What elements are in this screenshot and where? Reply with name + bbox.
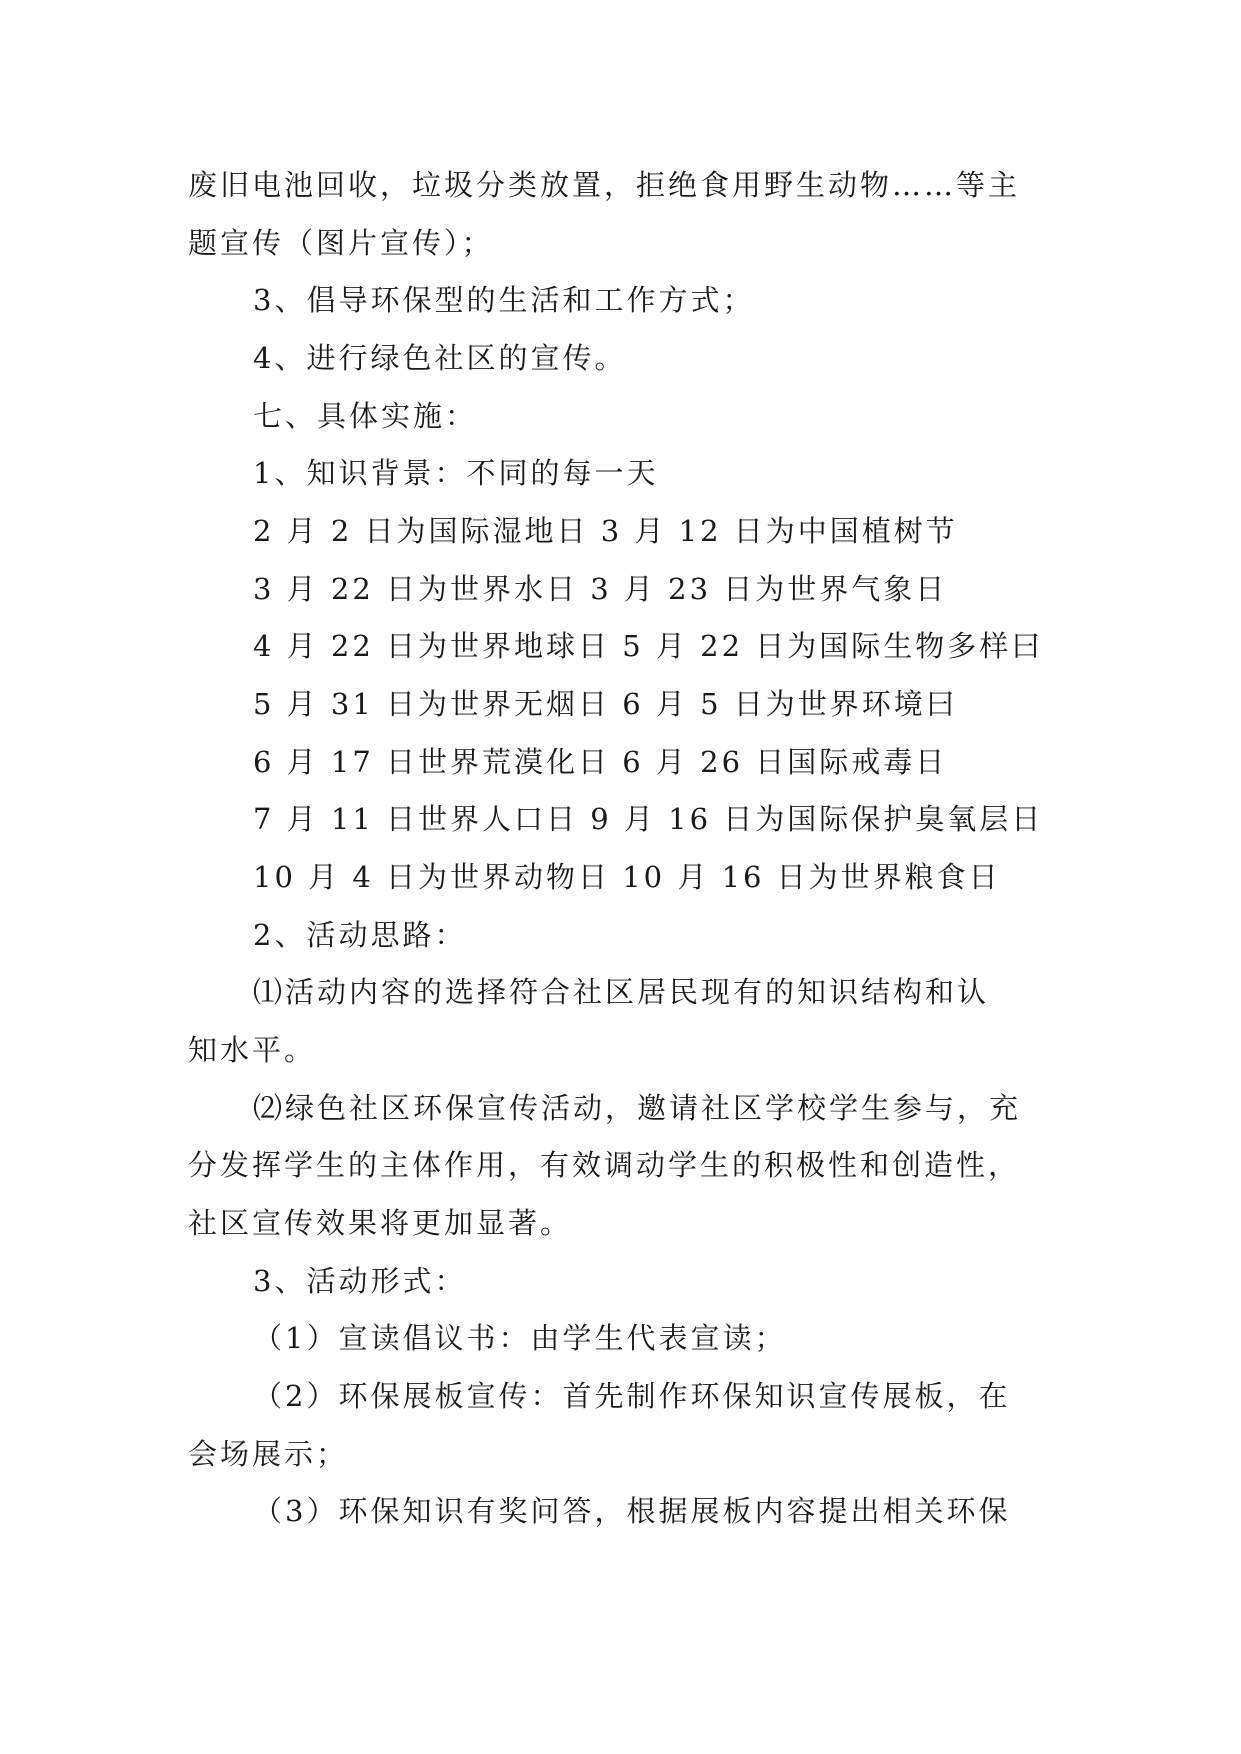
- list-item: （1）宣读倡议书：由学生代表宣读；: [253, 1321, 787, 1355]
- paragraph-line: ⑴活动内容的选择符合社区居民现有的知识结构和认: [253, 975, 990, 1009]
- date-line: 3 月 22 日为世界水日 3 月 23 日为世界气象日: [253, 572, 948, 606]
- date-line: 6 月 17 日世界荒漠化日 6 月 26 日国际戒毒日: [253, 745, 948, 779]
- list-item: （3）环保知识有奖问答，根据展板内容提出相关环保: [253, 1494, 1011, 1528]
- list-item: （2）环保展板宣传：首先制作环保知识宣传展板，在: [253, 1379, 1011, 1413]
- paragraph-line: 题宣传（图片宣传）；: [188, 226, 494, 260]
- paragraph-line: 废旧电池回收，垃圾分类放置，拒绝食用野生动物……等主: [188, 168, 1021, 202]
- paragraph-line: 知水平。: [188, 1033, 317, 1067]
- date-line: 4 月 22 日为世界地球日 5 月 22 日为国际生物多样曰: [253, 629, 1044, 663]
- section-heading: 七、具体实施：: [253, 399, 478, 433]
- paragraph-line: 会场展示；: [188, 1437, 349, 1471]
- list-item: 4、进行绿色社区的宣传。: [253, 341, 627, 375]
- paragraph-line: 分发挥学生的主体作用，有效调动学生的积极性和创造性，: [188, 1148, 1021, 1182]
- list-item: 3、活动形式：: [253, 1264, 467, 1298]
- paragraph-line: ⑵绿色社区环保宣传活动，邀请社区学校学生参与，充: [253, 1091, 1022, 1125]
- date-line: 2 月 2 日为国际湿地日 3 月 12 日为中国植树节: [253, 514, 958, 548]
- list-item: 1、知识背景：不同的每一天: [253, 456, 659, 490]
- date-line: 5 月 31 日为世界无烟日 6 月 5 日为世界环境曰: [253, 687, 958, 721]
- date-line: 7 月 11 日世界人口日 9 月 16 日为国际保护臭氧层日: [253, 802, 1044, 836]
- list-item: 3、倡导环保型的生活和工作方式；: [253, 283, 755, 317]
- list-item: 2、活动思路：: [253, 918, 467, 952]
- paragraph-line: 社区宣传效果将更加显著。: [188, 1206, 573, 1240]
- date-line: 10 月 4 日为世界动物日 10 月 16 日为世界粮食日: [253, 860, 1001, 894]
